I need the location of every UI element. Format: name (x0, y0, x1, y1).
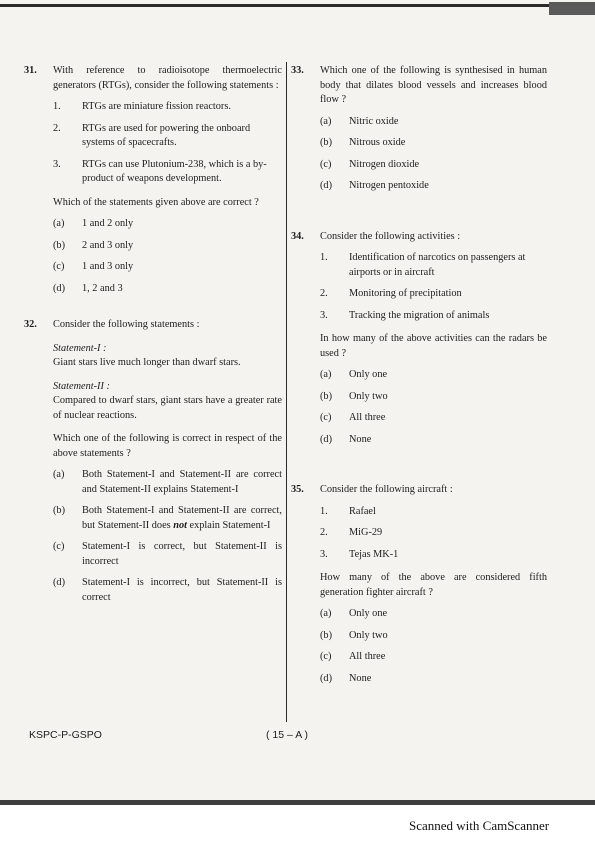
option-b[interactable] (320, 136, 547, 151)
statement-number: 3. (320, 548, 328, 560)
statement-number: 2. (53, 122, 61, 134)
option-label: (c) (53, 541, 65, 552)
left-column (24, 64, 282, 605)
option-text: All three (349, 651, 386, 662)
question-prompt: How many of the above are considered fifth generation fighter aircraft ? (320, 572, 547, 598)
question-stem: With reference to radioisotope thermoelectric generators (RTGs), consider the following statements : (53, 65, 282, 91)
question-stem: Consider the following aircraft : (320, 484, 453, 495)
option-text: None (349, 433, 372, 445)
option-text: All three (349, 412, 386, 423)
option-label: (c) (320, 412, 332, 423)
option-text: Nitric oxide (349, 115, 399, 127)
statement-1-text: Giant stars live much longer than dwarf stars. (53, 357, 241, 368)
statement-number: 2. (320, 288, 328, 299)
option-label: (b) (320, 390, 333, 402)
statement-text: RTGs are used for powering the onboard systems of spacecrafts. (82, 122, 251, 148)
statement-number: 3. (53, 158, 61, 170)
option-text: Only one (349, 369, 388, 380)
statement-number: 3. (320, 309, 328, 321)
statement-number: 1. (320, 252, 328, 263)
statement-number: 1. (320, 505, 328, 517)
option-text: 1 and 2 only (82, 218, 134, 229)
option-a[interactable] (53, 217, 282, 232)
emphasis-not: not (173, 519, 187, 531)
option-text: 1, 2 and 3 (82, 282, 123, 294)
option-label: (c) (320, 651, 332, 662)
option-text: Both Statement-I and Statement-II are correct, but Statement-II does (82, 505, 282, 531)
options-list (53, 468, 282, 605)
option-d[interactable] (53, 282, 282, 297)
options-list (320, 368, 547, 447)
page-number: ( 15 – A ) (266, 729, 309, 741)
option-label: (a) (320, 369, 332, 380)
option-c[interactable] (320, 158, 547, 173)
statement-text: Monitoring of precipitation (349, 288, 462, 299)
option-label: (d) (320, 672, 333, 684)
statement-text: Tejas MK-1 (349, 548, 399, 560)
option-text: Only one (349, 608, 388, 619)
statement-text: Rafael (349, 505, 376, 517)
question-33 (291, 64, 547, 194)
options-list (320, 115, 547, 194)
statement-item (53, 100, 282, 115)
statement-text: Identification of narcotics on passengers at airports or in aircraft (349, 252, 526, 278)
option-b[interactable] (53, 239, 282, 254)
statement-text: MiG-29 (349, 527, 383, 538)
option-text: 2 and 3 only (82, 239, 134, 251)
question-stem: Consider the following statements : (53, 319, 200, 330)
option-d[interactable] (53, 576, 282, 605)
scanner-watermark-text: Scanned with CamScanner (409, 818, 550, 833)
option-a[interactable] (320, 115, 547, 130)
statement-item (320, 309, 547, 324)
right-column (291, 64, 547, 686)
option-a[interactable] (320, 368, 547, 383)
statement-item (53, 122, 282, 151)
statement-1-title: Statement-I : (53, 342, 107, 354)
paper-code: KSPC-P-GSPO (29, 729, 102, 741)
option-label: (b) (320, 629, 333, 641)
option-label: (d) (53, 282, 66, 294)
option-label: (a) (320, 115, 332, 127)
statement-item (320, 526, 547, 541)
question-number: 34. (291, 230, 304, 242)
option-label: (b) (320, 137, 333, 148)
option-label: (c) (53, 261, 65, 272)
option-b[interactable] (53, 504, 282, 533)
question-35 (291, 483, 547, 686)
option-text: Nitrogen pentoxide (349, 180, 429, 191)
question-31 (24, 64, 282, 296)
option-a[interactable] (53, 468, 282, 497)
option-a[interactable] (320, 607, 547, 622)
option-text: Statement-I is incorrect, but Statement-II is correct (82, 577, 282, 603)
option-d[interactable] (320, 433, 547, 448)
statement-item (53, 158, 282, 187)
option-c[interactable] (320, 650, 547, 665)
question-number: 35. (291, 484, 304, 495)
option-label: (a) (53, 218, 65, 229)
option-label: (b) (53, 505, 66, 516)
column-divider (286, 62, 287, 722)
option-c[interactable] (53, 260, 282, 275)
statement-text: Tracking the migration of animals (349, 309, 490, 321)
statement-2-title: Statement-II : (53, 380, 110, 392)
option-c[interactable] (53, 540, 282, 569)
option-text: Both Statement-I and Statement-II are correct and Statement-II explains Statement-I (82, 469, 282, 495)
question-number: 33. (291, 65, 304, 76)
option-text-continued: explain Statement-I (186, 519, 271, 531)
option-d[interactable] (320, 179, 547, 194)
statement-text: RTGs are miniature fission reactors. (82, 101, 231, 112)
statement-item (320, 287, 547, 302)
statement-number: 1. (53, 101, 61, 112)
option-text: 1 and 3 only (82, 261, 134, 272)
question-prompt: Which of the statements given above are correct ? (53, 196, 259, 208)
scan-artifact (549, 2, 595, 15)
option-c[interactable] (320, 411, 547, 426)
question-stem: Which one of the following is synthesised in human body that dilates blood vessels and increases blood flow ? (320, 65, 547, 105)
option-text: Statement-I is correct, but Statement-II is incorrect (82, 541, 282, 567)
option-label: (b) (53, 239, 66, 251)
option-text: None (349, 672, 372, 684)
option-text: Only two (349, 390, 388, 402)
question-32 (24, 318, 282, 605)
option-b[interactable] (320, 629, 547, 644)
options-list (320, 607, 547, 686)
option-text: Nitrogen dioxide (349, 158, 420, 170)
option-label: (d) (320, 433, 333, 445)
question-stem: Consider the following activities : (320, 230, 461, 242)
option-d[interactable] (320, 672, 547, 687)
statement-text: RTGs can use Plutonium-238, which is a by-product of weapons development. (82, 158, 267, 184)
option-text: Only two (349, 629, 388, 641)
options-list (53, 217, 282, 296)
statement-item (320, 505, 547, 520)
option-label: (c) (320, 158, 332, 170)
question-34 (291, 230, 547, 448)
question-number: 32. (24, 319, 37, 330)
question-prompt: In how many of the above activities can the radars be used ? (320, 333, 547, 359)
option-b[interactable] (320, 390, 547, 405)
statement-number: 2. (320, 527, 328, 538)
option-label: (a) (53, 469, 65, 480)
statement-item (320, 251, 547, 280)
option-label: (a) (320, 608, 332, 619)
statement-item (320, 548, 547, 563)
question-prompt: Which one of the following is correct in respect of the above statements ? (53, 433, 282, 459)
option-text: Nitrous oxide (349, 137, 406, 148)
bottom-rule (0, 800, 595, 805)
option-label: (d) (53, 577, 66, 588)
question-number: 31. (24, 65, 37, 76)
option-label: (d) (320, 180, 333, 191)
statement-2-text: Compared to dwarf stars, giant stars have a greater rate of nuclear reactions. (53, 395, 282, 421)
top-rule (0, 4, 595, 7)
